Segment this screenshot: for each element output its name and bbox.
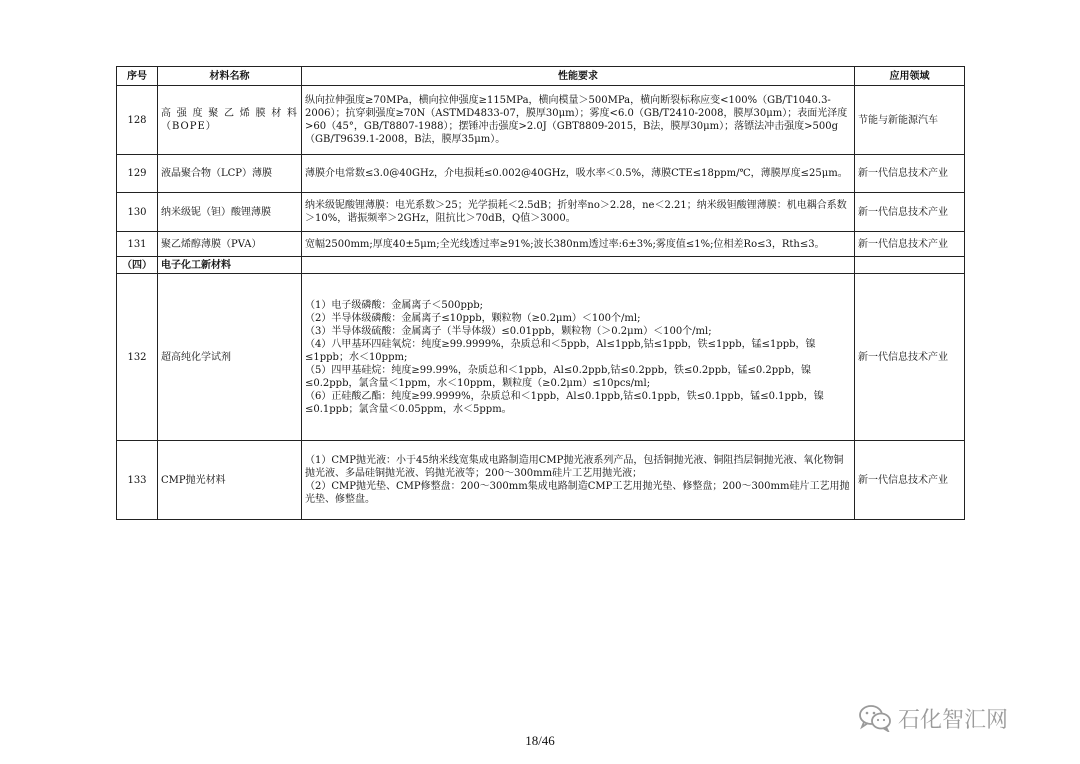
performance-requirements <box>302 86 855 155</box>
wechat-icon <box>858 704 892 732</box>
header-application-field: 应用领域 <box>855 67 965 86</box>
section-row <box>117 257 965 274</box>
materials-table <box>116 66 965 520</box>
performance-requirements <box>302 193 855 232</box>
table-row <box>117 232 965 257</box>
performance-requirements <box>302 155 855 193</box>
row-number: 133 <box>117 441 158 520</box>
performance-line: （3）半导体级硫酸：金属离子（半导体级）≤0.01ppb，颗粒物（＞0.2μm）＜100个/ml; <box>305 325 712 337</box>
performance-line: （1）电子级磷酸：金属离子＜500ppb; <box>305 299 484 311</box>
material-name: 纳米级铌（钽）酸锂薄膜 <box>158 193 302 232</box>
table-row <box>117 193 965 232</box>
performance-line: （4）八甲基环四硅氧烷：纯度≥99.9999%，杂质总和＜5ppb，Al≤1ppb,钴≤1ppb，铁≤1ppb，锰≤1ppb，镍≤1ppb；水＜10ppm; <box>305 338 816 363</box>
table-header-row <box>117 67 965 86</box>
watermark <box>858 703 1008 733</box>
performance-text: 纵向拉伸强度≥70MPa，横向拉伸强度≥115MPa，横向模量＞500MPa，横向断裂标称应变<100%（GB/T1040.3-2006）；抗穿刺强度≥70N（ASTMD4833-07，膜厚30μm）；雾度<6.0（GB/T2410-2008，膜厚30μm）；表面光泽度>60（45°，GB/T8807-1988）；摆锤冲击强度>2.0J（GBT8809-2015，B法，膜厚30μm）；落镖法冲击强度>500g（GB/T9639.1-2008，B法，膜厚35μm）。 <box>305 95 848 145</box>
performance-line: （1）CMP抛光液：小于45纳米线宽集成电路制造用CMP抛光液系列产品，包括铜抛光液、铜阻挡层铜抛光液、氧化物铜抛光液、多晶硅铜抛光液、钨抛光液等；200～300mm硅片工艺用抛光液； <box>305 455 844 479</box>
row-number: 132 <box>117 274 158 441</box>
performance-text: 纳米级铌酸锂薄膜：电光系数＞25；光学损耗＜2.5dB；折射率no＞2.28，ne＜2.21；纳米级钽酸锂薄膜：机电耦合系数＞10%，谐振频率＞2GHz，阻抗比＞70dB，Q值＞3000。 <box>305 200 847 224</box>
header-material-name: 材料名称 <box>158 67 302 86</box>
performance-text: 宽幅2500mm;厚度40±5μm;全光线透过率≥91%;波长380nm透过率:6±3%;雾度值≤1%;位相差Ro≤3，Rth≤3。 <box>305 238 825 250</box>
material-name: CMP抛光材料 <box>158 441 302 520</box>
application-field: 节能与新能源汽车 <box>855 86 965 155</box>
performance-requirements <box>302 232 855 257</box>
table-row <box>117 86 965 155</box>
performance-line: （2）半导体级磷酸：金属离子≤10ppb，颗粒物（≥0.2μm）＜100个/ml; <box>305 312 641 324</box>
section-empty-cell <box>855 257 965 274</box>
application-field: 新一代信息技术产业 <box>855 274 965 441</box>
row-number: 128 <box>117 86 158 155</box>
table-row <box>117 155 965 193</box>
application-field: 新一代信息技术产业 <box>855 232 965 257</box>
performance-line: （6）正硅酸乙酯：纯度≥99.9999%，杂质总和＜1ppb，Al≤0.1ppb,钴≤0.1ppb，铁≤0.1ppb，锰≤0.1ppb，镍≤0.1ppb；氯含量＜0.05ppm，水＜5ppm。 <box>305 390 824 415</box>
application-field: 新一代信息技术产业 <box>855 441 965 520</box>
table-row <box>117 274 965 441</box>
section-number: （四） <box>117 257 158 274</box>
row-number: 130 <box>117 193 158 232</box>
section-empty-cell <box>302 257 855 274</box>
page-number: 18/46 <box>525 733 555 748</box>
performance-text: 薄膜介电常数≤3.0@40GHz，介电损耗≤0.002@40GHz，吸水率＜0.5%，薄膜CTE≤18ppm/℃，薄膜厚度≤25μm。 <box>305 168 848 179</box>
material-name: 聚乙烯醇薄膜（PVA） <box>158 232 302 257</box>
material-name: 高强度聚乙烯膜材料（BOPE） <box>158 86 302 155</box>
table-row <box>117 441 965 520</box>
performance-line: （5）四甲基硅烷：纯度≥99.99%，杂质总和＜1ppb，Al≤0.2ppb,钴≤0.2ppb，铁≤0.2ppb，锰≤0.2ppb，镍≤0.2ppb，氯含量＜1ppm，水＜10ppm，颗粒度（≥0.2μm）≤10pcs/ml; <box>305 364 811 389</box>
section-title: 电子化工新材料 <box>158 257 302 274</box>
performance-requirements <box>302 441 855 520</box>
material-name: 液晶聚合物（LCP）薄膜 <box>158 155 302 193</box>
row-number: 131 <box>117 232 158 257</box>
application-field: 新一代信息技术产业 <box>855 155 965 193</box>
performance-line: （2）CMP抛光垫、CMP修整盘：200～300mm集成电路制造CMP工艺用抛光垫、修整盘；200～300mm硅片工艺用抛光垫、修整盘。 <box>305 481 850 505</box>
material-name: 超高纯化学试剂 <box>158 274 302 441</box>
header-performance: 性能要求 <box>302 67 855 86</box>
application-field: 新一代信息技术产业 <box>855 193 965 232</box>
watermark-text: 石化智汇网 <box>898 707 1009 733</box>
performance-requirements <box>302 274 855 441</box>
row-number: 129 <box>117 155 158 193</box>
header-no: 序号 <box>117 67 158 86</box>
